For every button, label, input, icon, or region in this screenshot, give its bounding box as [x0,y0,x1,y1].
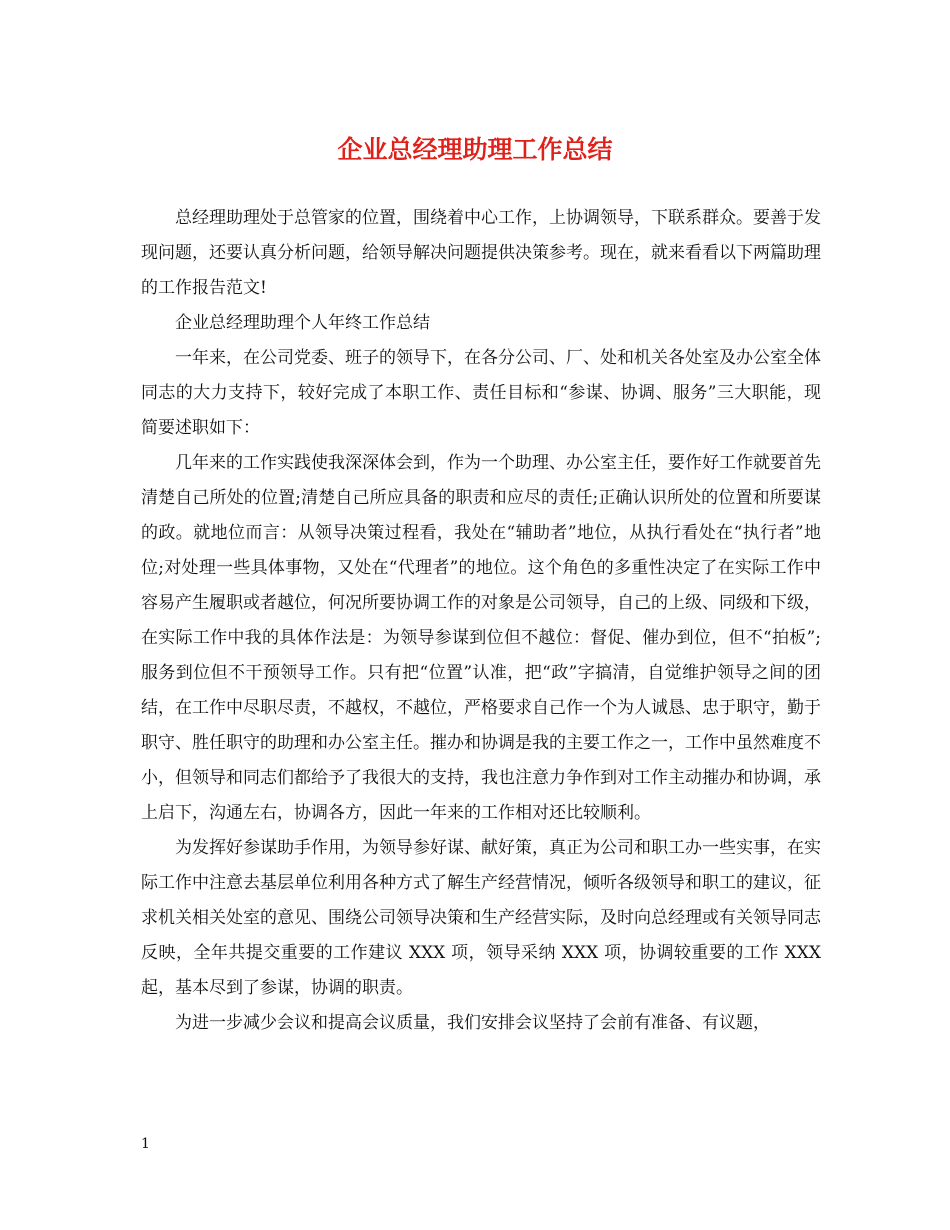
page-number: 1 [141,1136,150,1152]
body-paragraph: 几年来的工作实践使我深深体会到，作为一个助理、办公室主任，要作好工作就要首先清楚自己所处的位置;清楚自己所应具备的职责和应尽的责任;正确认识所处的位置和所要谋的政。就地位而言：从领导决策过程看，我处在“辅助者”地位，从执行看处在“执行者”地位;对处理一些具体事物，又处在“代理者”的地位。这个角色的多重性决定了在实际工作中容易产生履职或者越位，何况所要协调工作的对象是公司领导，自己的上级、同级和下级，在实际工作中我的具体作法是：为领导参谋到位但不越位：督促、催办到位，但不“拍板”;服务到位但不干预领导工作。只有把“位置”认准，把“政”字搞清，自觉维护领导之间的团结，在工作中尽职尽责，不越权，不越位，严格要求自己作一个为人诚恳、忠于职守，勤于职守、胜任职守的助理和办公室主任。摧办和协调是我的主要工作之一，工作中虽然难度不小，但领导和同志们都给予了我很大的支持，我也注意力争作到对工作主动摧办和协调，承上启下，沟通左右，协调各方，因此一年来的工作相对还比较顺利。 [141,453,821,823]
intro-paragraph: 总经理助理处于总管家的位置，围绕着中心工作，上协调领导，下联系群众。要善于发现问题，还要认真分析问题，给领导解决问题提供决策参考。现在，就来看看以下两篇助理的工作报告范文! [141,208,821,298]
section-heading: 企业总经理助理个人年终工作总结 [175,313,430,333]
body-paragraph: 为进一步减少会议和提高会议质量，我们安排会议坚持了会前有准备、有议题， [175,1013,770,1033]
body-paragraph: 一年来，在公司党委、班子的领导下，在各分公司、厂、处和机关各处室及办公室全体同志的大力支持下，较好完成了本职工作、责任目标和“参谋、协调、服务”三大职能，现简要述职如下： [141,348,821,438]
document-body [141,201,821,1041]
document-title: 企业总经理助理工作总结 [337,135,613,164]
body-paragraph: 为发挥好参谋助手作用，为领导参好谋、献好策，真正为公司和职工办一些实事，在实际工作中注意去基层单位利用各种方式了解生产经营情况，倾听各级领导和职工的建议，征求机关相关处室的意见、围绕公司领导决策和生产经营实际，及时向总经理或有关领导同志反映，全年共提交重要的工作建议 XXX 项，领导采纳 XXX 项，协调较重要的工作 XXX 起，基本尽到了参谋，协调的职责。 [141,838,821,998]
